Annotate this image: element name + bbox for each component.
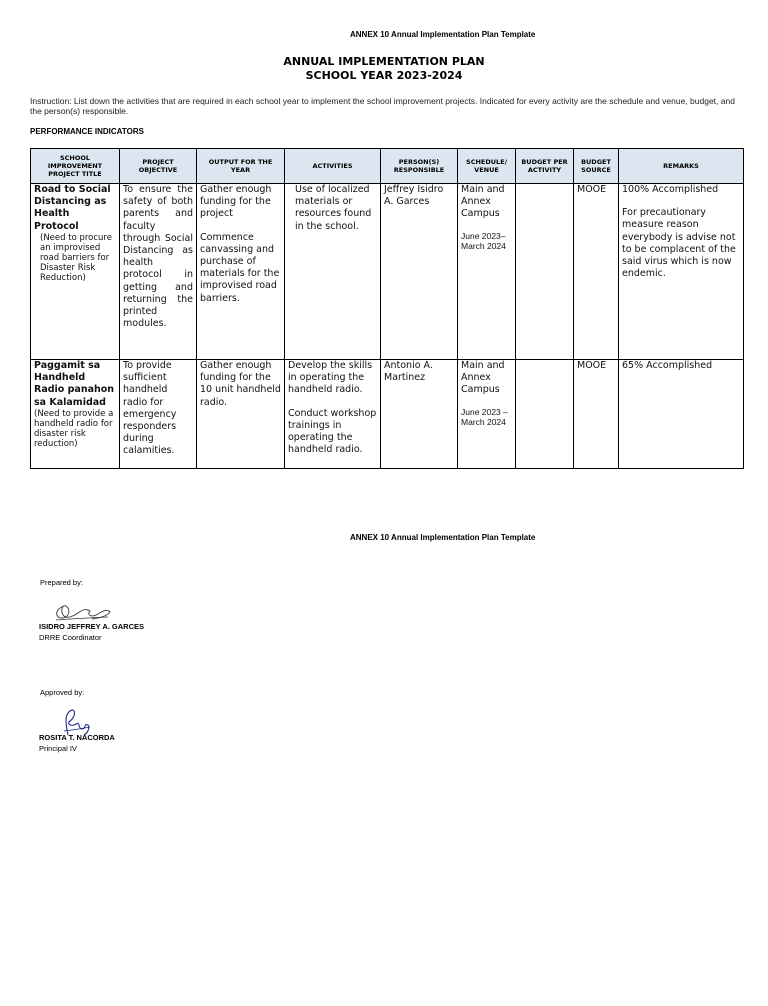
approved-name: ROSITA T. NACORDA — [39, 733, 115, 742]
activity-text: Conduct workshop trainings in operating the handheld radio. — [288, 407, 377, 456]
budget-source: MOOE — [574, 184, 619, 360]
remarks-text: For precautionary measure reason everybody is advise not to be complacent of the said virus which is now endemic. — [622, 207, 736, 280]
activities-cell — [285, 184, 381, 360]
page-subtitle: SCHOOL YEAR 2023-2024 — [305, 69, 463, 82]
activity-text: Use of localized materials or resources found in the school. — [295, 184, 372, 232]
header-budget: BUDGET PER ACTIVITY — [516, 149, 574, 184]
annex-label: ANNEX 10 Annual Implementation Plan Template — [350, 30, 536, 39]
prepared-by-label: Prepared by: — [40, 578, 83, 587]
project-subtitle: (Need to provide a handheld radio for disaster risk reduction) — [34, 408, 114, 449]
output-text: Gather enough funding for the project — [200, 184, 272, 220]
schedule-cell — [458, 184, 516, 360]
activity-text: Develop the skills in operating the handheld radio. — [288, 360, 373, 396]
header-project-title: SCHOOL IMPROVEMENT PROJECT TITLE — [31, 149, 120, 184]
annex-label-footer: ANNEX 10 Annual Implementation Plan Template — [350, 533, 536, 542]
header-persons: PERSON(S) RESPONSIBLE — [381, 149, 458, 184]
approved-by-label: Approved by: — [40, 688, 85, 697]
venue-text: Main and Annex Campus — [461, 360, 505, 396]
venue-text: Main and Annex Campus — [461, 184, 505, 220]
schedule-text: June 2023– March 2024 — [461, 230, 506, 251]
remarks-cell — [619, 360, 744, 469]
remarks-text: 65% Accomplished — [622, 360, 713, 371]
project-title-cell — [31, 360, 120, 469]
output-text: Gather enough funding for the 10 unit handheld radio. — [200, 360, 281, 408]
schedule-cell — [458, 360, 516, 469]
section-label: PERFORMANCE INDICATORS — [30, 127, 144, 136]
table-row — [31, 184, 744, 360]
activities-cell — [285, 360, 381, 469]
project-objective: To ensure the safety of both parents and faculty through Social Distancing as health protocol in getting and returning the printed modules. — [120, 184, 197, 360]
page-title: ANNUAL IMPLEMENTATION PLAN — [283, 55, 485, 68]
table-header-row — [31, 149, 744, 184]
table-row — [31, 360, 744, 469]
output-text: Commence canvassing and purchase of materials for the improvised road barriers. — [200, 231, 280, 304]
budget-per-activity — [516, 184, 574, 360]
project-objective: To provide sufficient handheld radio for emergency responders during calamities. — [120, 360, 197, 469]
budget-per-activity — [516, 360, 574, 469]
remarks-cell — [619, 184, 744, 360]
budget-source: MOOE — [574, 360, 619, 469]
header-schedule: SCHEDULE/ VENUE — [458, 149, 516, 184]
project-title-cell — [31, 184, 120, 360]
prepared-role: DRRE Coordinator — [39, 633, 102, 642]
project-subtitle: (Need to procure an improvised road barriers for Disaster Risk Reduction) — [40, 232, 112, 283]
header-output: OUTPUT FOR THE YEAR — [197, 149, 285, 184]
remarks-text: 100% Accomplished — [622, 184, 719, 195]
approved-role: Principal IV — [39, 744, 77, 753]
persons-responsible: Jeffrey Isidro A. Garces — [381, 184, 458, 360]
project-title: Road to Social Distancing as Health Protocol — [34, 184, 111, 232]
header-project-objective: PROJECT OBJECTIVE — [120, 149, 197, 184]
header-remarks: REMARKS — [619, 149, 744, 184]
project-title: Paggamit sa Handheld Radio panahon sa Kalamidad — [34, 360, 115, 408]
persons-responsible: Antonio A. Martinez — [381, 360, 458, 469]
output-cell — [197, 184, 285, 360]
schedule-text: June 2023 – March 2024 — [461, 406, 508, 427]
header-activities: ACTIVITIES — [285, 149, 381, 184]
prepared-name: ISIDRO JEFFREY A. GARCES — [39, 622, 145, 631]
implementation-plan-table — [30, 148, 744, 469]
instruction-text: Instruction: List down the activities that are required in each school year to implement the school improvement projects. Indicated for every activity are the schedule and venue, budget, and the person(s) responsible. — [30, 96, 735, 116]
header-source: BUDGET SOURCE — [574, 149, 619, 184]
output-cell — [197, 360, 285, 469]
